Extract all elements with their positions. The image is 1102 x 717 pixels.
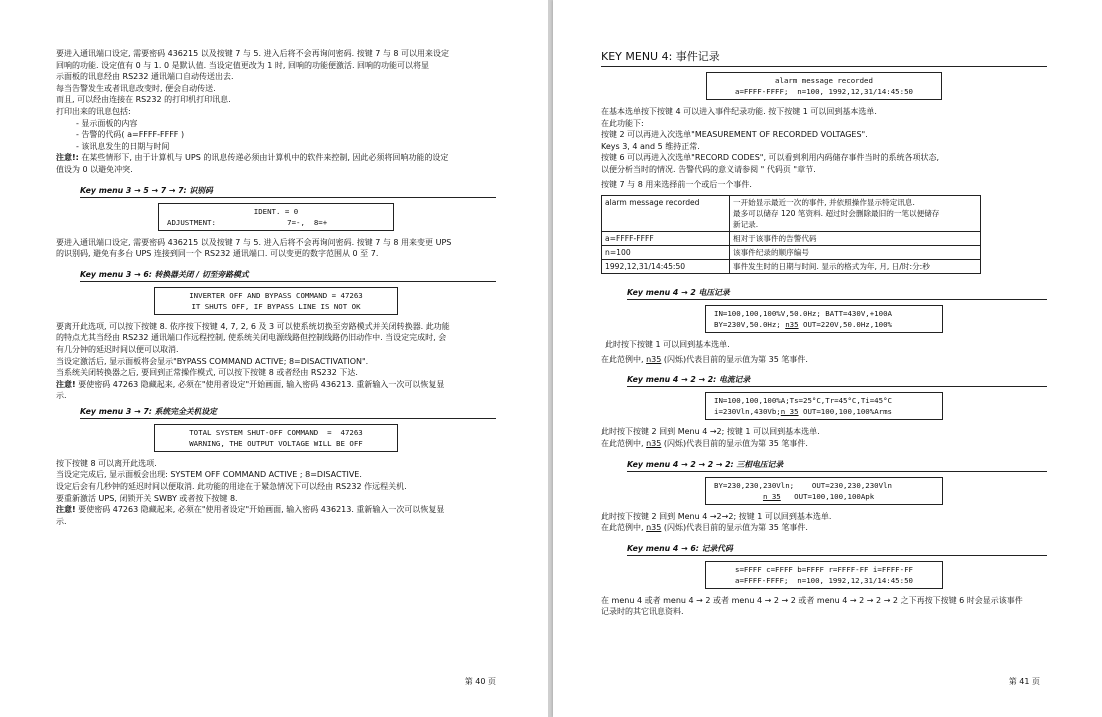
lcd-line: a=FFFF-FFFF; n=100, 1992,12,31/14:45:50 (735, 575, 913, 585)
event-number: n35 (646, 438, 662, 448)
note-text: 在某些情形下, 由于计算机与 UPS 的讯息传递必须由计算机中的软件来控制, 因此必须将回响功能的设定 (78, 153, 449, 163)
page-40-content (56, 48, 496, 527)
table-cell: n=100 (602, 246, 730, 260)
section-heading: Key menu 3 → 6: 转换器关闭 / 切至旁路模式 (80, 267, 496, 282)
page-number: 第 41 页 (1008, 677, 1040, 686)
paragraph-line: 按键 7 与 8 用来选择前一个或后一个事件. (601, 179, 752, 189)
paragraph-line: 记录时的其它讯息资料. (601, 607, 684, 617)
page-title: KEY MENU 4: 事件记录 (601, 48, 1047, 67)
event-number: n35 (646, 523, 662, 533)
table-cell: alarm message recorded (602, 196, 730, 232)
lcd-text (714, 492, 763, 501)
lcd-text: OUT=100,100,100Apk (780, 491, 875, 501)
paragraph-line: 此时按下按键 2 回到 Menu 4 →2; 按键 1 可以回到基本选单. (601, 427, 820, 437)
lcd-line (714, 406, 934, 417)
paragraph-line: 的识别码, 避免有多台 UPS 连接到同一个 RS232 通讯端口. 可以变更的数字范围从 0 至 7. (56, 249, 379, 259)
intro-line: 每当告警发生或者讯息改变时, 便会自动传送. (56, 83, 216, 93)
paragraph-line: 此时按下按键 1 可以回到基本选单. (605, 340, 730, 350)
table-cell: a=FFFF-FFFF (602, 232, 730, 246)
lcd-line: s=FFFF c=FFFF b=FFFF r=FFFF-FF i=FFFF-FF (735, 564, 913, 574)
note-paragraph (56, 504, 496, 516)
event-number: n 35 (762, 491, 781, 501)
lcd-display-box (705, 477, 943, 505)
page-41-content (601, 48, 1047, 618)
paragraph-line: 按下按键 8 可以离开此选项. (56, 458, 157, 468)
lcd-line: IN=100,100,100%V,50.0Hz; BATT=430V,+100A (714, 309, 892, 319)
section-heading: Key menu 3 → 7: 系统完全关机设定 (80, 404, 496, 419)
intro-line: 要进入通讯端口设定, 需要密码 436215 以及按键 7 与 5. 进入后将不会再询问密码. 按键 7 与 8 可以用来设定 (56, 49, 450, 58)
table-cell: 事件发生时的日期与时间. 显示的格式为年, 月, 日/时:分:秒 (730, 260, 981, 274)
lcd-line: TOTAL SYSTEM SHUT-OFF COMMAND = 47263 (189, 427, 363, 437)
lcd-text: OUT=100,100,100%Arms (798, 407, 893, 417)
lcd-display-box (158, 203, 394, 231)
table-row (602, 246, 981, 260)
lcd-line: WARNING, THE OUTPUT VOLTAGE WILL BE OFF (189, 438, 363, 448)
intro-line: 回响的功能. 设定值有 0 与 1. 0 是默认值. 当设定值更改为 1 时, 回响的功能便激活. 回响的功能可以将显 (56, 60, 430, 70)
lcd-line: IT SHUTS OFF, IF BYPASS LINE IS NOT OK (191, 301, 361, 311)
paragraph-line: 有几分钟的延迟时间以便可以取消. (56, 344, 179, 354)
lcd-display-box (705, 392, 943, 420)
lcd-line: a=FFFF-FFFF; n=100, 1992,12,31/14:45:50 (735, 87, 913, 96)
note-text: 值设为 0 以避免冲突. (56, 164, 133, 174)
section-heading: Key menu 4 → 6: 记录代码 (627, 541, 1047, 556)
paragraph-line: 设定后会有几秒钟的延迟时间以便取消. 此功能的用途在于紧急情况下可以经由 RS232 作远程关机. (56, 482, 407, 492)
table-cell (730, 196, 981, 232)
lcd-display-box (706, 72, 942, 100)
lcd-line: IDENT. = 0 (253, 206, 299, 216)
paragraph-line: 当设定完成后, 显示面板会出现: SYSTEM OFF COMMAND ACTIVE ; 8=DISACTIVE. (56, 470, 362, 480)
note-text: 示. (56, 391, 67, 401)
lcd-line: IN=100,100,100%A;Ts=25°C,Tr=45°C,Ti=45°C (714, 396, 892, 406)
paragraph-line: 按键 2 可以再进入次选单"MEASUREMENT OF RECORDED VOLTAGES". (601, 130, 868, 140)
paragraph-line: Keys 3, 4 and 5 维持正常. (601, 141, 700, 151)
lcd-display-box (154, 424, 398, 452)
text: 在此范例中, (601, 523, 647, 533)
list-item: - 该讯息发生的日期与时间 (76, 141, 170, 151)
list-item: - 告警的代码( a=FFFF-FFFF ) (76, 130, 185, 140)
section-heading: Key menu 4 → 2 → 2: 电流记录 (627, 372, 1047, 387)
paragraph-line: 按键 6 可以再进入次选单"RECORD CODES", 可以看到利用内码储存事件当时的系统各项状态, (601, 153, 940, 163)
note-text: 示. (56, 516, 67, 526)
paragraph-line: 要离开此选项, 可以按下按键 8. 依序按下按键 4, 7, 2, 6 及 3 可以使系统切换至旁路模式并关闭转换器. 此功能 (56, 321, 450, 331)
lcd-line: BY=230,230,230Vln; OUT=230,230,230Vln (714, 480, 892, 490)
list-item: - 显示面板的内容 (76, 118, 138, 128)
note-text: 要使密码 47263 隐藏起来, 必须在"使用者设定"开始画面, 输入密码 436213. 重新输入一次可以恢复显 (75, 505, 445, 515)
cell-line: 新记录. (733, 220, 759, 230)
paragraph-line: 在 menu 4 或者 menu 4 → 2 或者 menu 4 → 2 → 2 或者 menu 4 → 2 → 2 → 2 之下再按下按键 6 时会显示该事件 (601, 595, 1023, 605)
event-number: n35 (646, 354, 662, 364)
lcd-line: INVERTER OFF AND BYPASS COMMAND = 47263 (189, 290, 363, 300)
intro-line: 打印出来的讯息包括: (56, 106, 131, 116)
table-cell: 1992,12,31/14:45:50 (602, 260, 730, 274)
paragraph-line (601, 438, 1047, 450)
intro-line: 示面板的讯息经由 RS232 通讯端口自动传送出去. (56, 72, 234, 82)
lcd-display-box (705, 561, 943, 589)
paragraph-line (601, 522, 1047, 534)
print-items-list (56, 118, 496, 153)
lcd-display-box (705, 305, 943, 333)
paragraph-line: 以便分析当时的情况. 告警代码的意义请参阅 " 代码页 "章节. (601, 164, 816, 174)
intro-line: 而且, 可以经由连接在 RS232 的打印机打印讯息. (56, 95, 231, 105)
page-40 (0, 0, 548, 717)
text: 在此范例中, (601, 354, 647, 364)
lcd-line (714, 491, 934, 502)
table-row (602, 260, 981, 274)
cell-line: 一开始显示最近一次的事件, 并依照操作显示特定讯息. (733, 198, 915, 208)
note-paragraph (56, 152, 496, 164)
note-label: 注意! (56, 505, 76, 515)
event-number: n 35 (780, 407, 799, 417)
lcd-text: OUT=220V,50.0Hz,100% (798, 320, 893, 330)
text: 在此范例中, (601, 438, 647, 448)
paragraph-line: 当系统关闭转换器之后, 要回到正常操作模式, 可以按下按键 8 或者经由 RS232 下达. (56, 368, 358, 378)
lcd-text: i=230Vln,430Vb; (714, 407, 781, 417)
paragraph-line: 当设定激活后, 显示面板将会显示"BYPASS COMMAND ACTIVE; 8=DISACTIVATION". (56, 356, 369, 366)
table-cell: 该事件纪录的顺序编号 (730, 246, 981, 260)
lcd-line: ADJUSTMENT: 7=-, 8=+ (167, 217, 328, 227)
paragraph-line: 在基本选单按下按键 4 可以进入事件纪录功能. 按下按键 1 可以回到基本选单. (601, 107, 877, 116)
table-cell: 相对于该事件的告警代码 (730, 232, 981, 246)
lcd-line: alarm message recorded (775, 76, 873, 85)
cell-line: 最多可以储存 120 笔资料. 超过时会删除最旧的一笔以便储存 (733, 209, 940, 219)
section-heading: Key menu 4 → 2 电压记录 (627, 285, 1047, 300)
section-heading: Key menu 3 → 5 → 7 → 7: 识别码 (80, 183, 496, 198)
paragraph-line: 此时按下按键 2 回到 Menu 4 →2→2; 按键 1 可以回到基本选单. (601, 511, 832, 521)
table-row (602, 232, 981, 246)
paragraph-line: 要重新激活 UPS, 闭锁开关 SWBY 或者按下按键 8. (56, 493, 238, 503)
table-row (602, 196, 981, 232)
text: (闪烁)代表目前的显示值为第 35 笔事件. (661, 438, 808, 448)
paragraph-line: 在此功能下: (601, 118, 644, 128)
note-label: 注意! (56, 379, 76, 389)
lcd-line (714, 319, 934, 330)
text: (闪烁)代表目前的显示值为第 35 笔事件. (661, 354, 808, 364)
lcd-text: BY=230V,50.0Hz; (714, 320, 786, 330)
note-paragraph (56, 379, 496, 391)
text: (闪烁)代表目前的显示值为第 35 笔事件. (661, 523, 808, 533)
lcd-display-box (154, 287, 398, 315)
event-record-table (601, 195, 981, 274)
page-41 (553, 0, 1102, 717)
paragraph-line (601, 354, 1047, 366)
note-label: 注意!: (56, 153, 79, 163)
paragraph-line: 的特点尤其当经由 RS232 通讯端口作远程控制, 使系统关闭电源线路但控制线路仍旧动作中. 当设定完成时, 会 (56, 333, 447, 343)
section-heading: Key menu 4 → 2 → 2 → 2: 三相电压记录 (627, 457, 1047, 472)
note-text: 要使密码 47263 隐藏起来, 必须在"使用者设定"开始画面, 输入密码 436213. 重新输入一次可以恢复显 (75, 379, 445, 389)
event-number: n35 (785, 320, 799, 330)
page-number: 第 40 页 (464, 677, 496, 686)
paragraph-line: 要进入通讯端口设定, 需要密码 436215 以及按键 7 与 5. 进入后将不会再询问密码. 按键 7 与 8 用来变更 UPS (56, 237, 452, 247)
